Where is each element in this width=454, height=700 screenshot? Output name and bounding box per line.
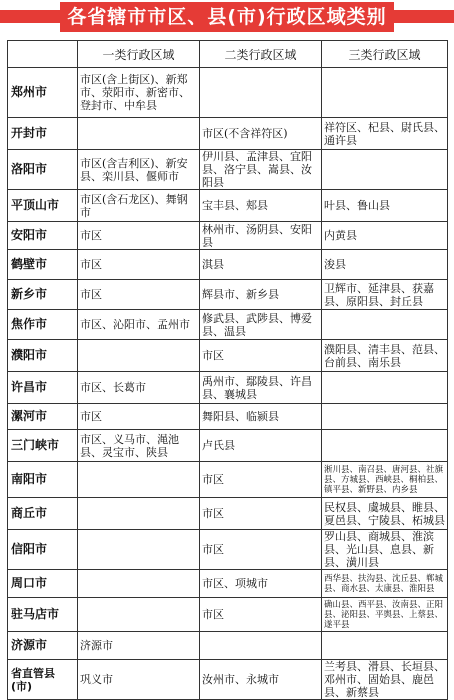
class3-cell: 内黄县 bbox=[322, 222, 448, 250]
table-row bbox=[8, 570, 448, 598]
class1-cell: 市区、义马市、渑池县、灵宝市、陕县 bbox=[78, 430, 200, 462]
class2-cell: 市区(不含祥符区) bbox=[200, 118, 322, 150]
class2-cell: 市区 bbox=[200, 462, 322, 498]
city-name: 新乡市 bbox=[8, 280, 78, 310]
header-cell-class2: 二类行政区域 bbox=[200, 41, 322, 68]
class3-cell: 民权县、虞城县、睢县、夏邑县、宁陵县、柘城县 bbox=[322, 498, 448, 530]
class3-cell: 西华县、扶沟县、沈丘县、郸城县、商水县、太康县、淮阳县 bbox=[322, 570, 448, 598]
city-name: 焦作市 bbox=[8, 310, 78, 340]
class2-cell: 禹州市、鄢陵县、许昌县、襄城县 bbox=[200, 372, 322, 404]
class2-cell: 宝丰县、郏县 bbox=[200, 190, 322, 222]
class3-cell bbox=[322, 632, 448, 660]
class1-cell: 市区、长葛市 bbox=[78, 372, 200, 404]
class2-cell: 伊川县、孟津县、宜阳县、洛宁县、嵩县、汝阳县 bbox=[200, 150, 322, 190]
class1-cell: 巩义市 bbox=[78, 660, 200, 700]
city-name: 三门峡市 bbox=[8, 430, 78, 462]
class3-cell: 叶县、鲁山县 bbox=[322, 190, 448, 222]
class3-cell: 罗山县、商城县、淮滨县、光山县、息县、新县、潢川县 bbox=[322, 530, 448, 570]
region-table bbox=[7, 40, 448, 700]
city-name: 洛阳市 bbox=[8, 150, 78, 190]
class2-cell: 淇县 bbox=[200, 250, 322, 280]
class2-cell: 林州市、汤阴县、安阳县 bbox=[200, 222, 322, 250]
table-row bbox=[8, 190, 448, 222]
table-row bbox=[8, 340, 448, 372]
class1-cell: 市区(含上街区)、新郑市、荥阳市、新密市、登封市、中牟县 bbox=[78, 68, 200, 118]
city-name: 濮阳市 bbox=[8, 340, 78, 372]
table-row bbox=[8, 222, 448, 250]
city-name: 许昌市 bbox=[8, 372, 78, 404]
header-cell-class1: 一类行政区域 bbox=[78, 41, 200, 68]
city-name: 济源市 bbox=[8, 632, 78, 660]
table-row bbox=[8, 118, 448, 150]
city-name: 鹤壁市 bbox=[8, 250, 78, 280]
city-name: 驻马店市 bbox=[8, 598, 78, 632]
class2-cell: 舞阳县、临颍县 bbox=[200, 404, 322, 430]
class1-cell: 济源市 bbox=[78, 632, 200, 660]
city-name: 南阳市 bbox=[8, 462, 78, 498]
table-row bbox=[8, 250, 448, 280]
class3-cell: 浚县 bbox=[322, 250, 448, 280]
table-row bbox=[8, 598, 448, 632]
class3-cell bbox=[322, 310, 448, 340]
table-row bbox=[8, 632, 448, 660]
class2-cell: 市区 bbox=[200, 340, 322, 372]
city-name: 信阳市 bbox=[8, 530, 78, 570]
city-name: 漯河市 bbox=[8, 404, 78, 430]
class2-cell: 辉县市、新乡县 bbox=[200, 280, 322, 310]
class3-cell: 祥符区、杞县、尉氏县、通许县 bbox=[322, 118, 448, 150]
class3-cell: 淅川县、南召县、唐河县、社旗县、方城县、西峡县、桐柏县、镇平县、新野县、内乡县 bbox=[322, 462, 448, 498]
city-name: 郑州市 bbox=[8, 68, 78, 118]
table-row bbox=[8, 660, 448, 700]
page-title: 各省辖市市区、县(市)行政区域类别 bbox=[60, 2, 394, 32]
header-cell-class3: 三类行政区域 bbox=[322, 41, 448, 68]
class1-cell: 市区 bbox=[78, 250, 200, 280]
class2-cell: 市区 bbox=[200, 598, 322, 632]
class2-cell: 卢氏县 bbox=[200, 430, 322, 462]
class3-cell: 兰考县、滑县、长垣县、邓州市、固始县、鹿邑县、新蔡县 bbox=[322, 660, 448, 700]
class2-cell: 修武县、武陟县、博爱县、温县 bbox=[200, 310, 322, 340]
table-row bbox=[8, 150, 448, 190]
class1-cell: 市区(含石龙区)、舞钢市 bbox=[78, 190, 200, 222]
table-row bbox=[8, 68, 448, 118]
table-row bbox=[8, 372, 448, 404]
class1-cell: 市区、沁阳市、孟州市 bbox=[78, 310, 200, 340]
class3-cell bbox=[322, 372, 448, 404]
class3-cell bbox=[322, 404, 448, 430]
class1-cell bbox=[78, 530, 200, 570]
class2-cell: 汝州市、永城市 bbox=[200, 660, 322, 700]
table-row bbox=[8, 430, 448, 462]
header-cell-city bbox=[8, 41, 78, 68]
header-row bbox=[8, 41, 448, 68]
city-name: 平顶山市 bbox=[8, 190, 78, 222]
class1-cell bbox=[78, 118, 200, 150]
title-banner bbox=[0, 0, 454, 40]
table-row bbox=[8, 498, 448, 530]
class2-cell: 市区 bbox=[200, 530, 322, 570]
table-row bbox=[8, 310, 448, 340]
class1-cell: 市区 bbox=[78, 222, 200, 250]
city-name: 开封市 bbox=[8, 118, 78, 150]
class1-cell bbox=[78, 498, 200, 530]
table-row bbox=[8, 462, 448, 498]
table-row bbox=[8, 530, 448, 570]
city-name: 安阳市 bbox=[8, 222, 78, 250]
class2-cell: 市区、项城市 bbox=[200, 570, 322, 598]
city-name: 省直管县(市) bbox=[8, 660, 78, 700]
city-name: 周口市 bbox=[8, 570, 78, 598]
class2-cell bbox=[200, 632, 322, 660]
city-name: 商丘市 bbox=[8, 498, 78, 530]
class2-cell: 市区 bbox=[200, 498, 322, 530]
class2-cell bbox=[200, 68, 322, 118]
class3-cell: 濮阳县、清丰县、范县、台前县、南乐县 bbox=[322, 340, 448, 372]
class1-cell bbox=[78, 598, 200, 632]
class1-cell bbox=[78, 340, 200, 372]
class1-cell: 市区 bbox=[78, 280, 200, 310]
class1-cell: 市区 bbox=[78, 404, 200, 430]
table-row bbox=[8, 404, 448, 430]
class3-cell: 确山县、西平县、汝南县、正阳县、泌阳县、平舆县、上蔡县、遂平县 bbox=[322, 598, 448, 632]
class3-cell bbox=[322, 68, 448, 118]
class1-cell: 市区(含吉利区)、新安县、栾川县、偃师市 bbox=[78, 150, 200, 190]
table-row bbox=[8, 280, 448, 310]
class1-cell bbox=[78, 570, 200, 598]
class1-cell bbox=[78, 462, 200, 498]
class3-cell bbox=[322, 150, 448, 190]
class3-cell: 卫辉市、延津县、获嘉县、原阳县、封丘县 bbox=[322, 280, 448, 310]
class3-cell bbox=[322, 430, 448, 462]
